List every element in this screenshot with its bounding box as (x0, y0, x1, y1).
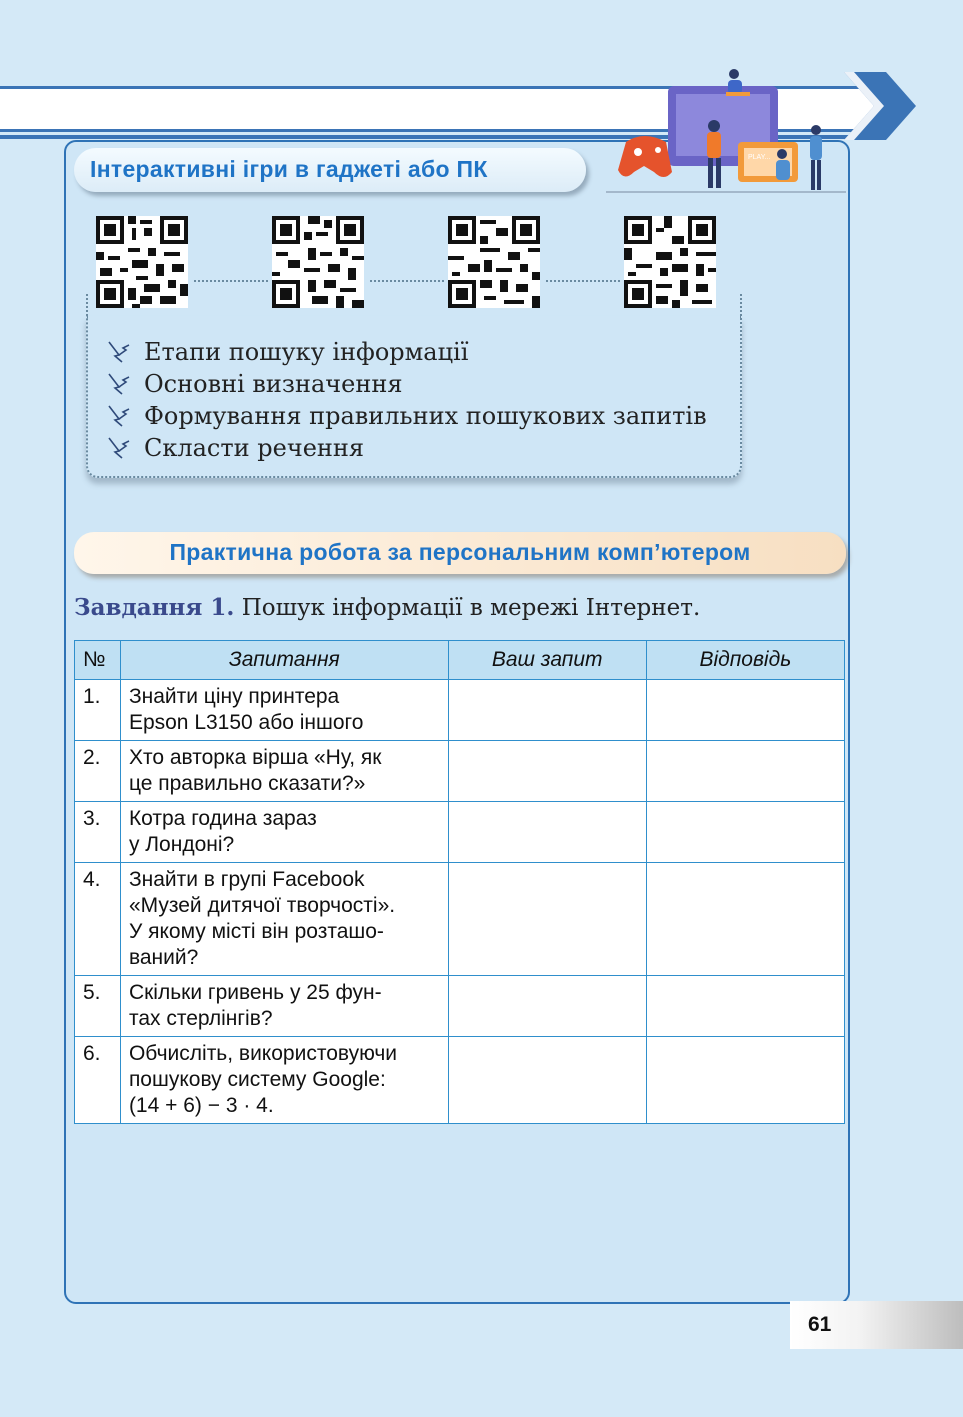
illustration-screen-text: PLAY... (748, 154, 771, 161)
row-question (120, 680, 448, 741)
row-number: 3. (75, 802, 121, 863)
practical-work-banner (74, 532, 846, 574)
qr-code-icon[interactable] (272, 216, 364, 308)
qr-code-icon[interactable] (624, 216, 716, 308)
row-number: 5. (75, 976, 121, 1037)
row-number: 1. (75, 680, 121, 741)
link-item[interactable] (106, 434, 364, 462)
chevron-right-icon (840, 68, 920, 144)
query-cell[interactable] (448, 976, 646, 1037)
link-label: Основні визначення (144, 370, 403, 398)
column-header-number: № (75, 641, 121, 680)
question-line: ваний? (128, 946, 199, 969)
answer-cell[interactable] (646, 680, 844, 741)
table-row (75, 741, 845, 802)
column-header-question: Запитання (120, 641, 448, 680)
task-heading (74, 594, 700, 621)
games-banner-title: Інтерактивні ігри в гаджеті або ПК (90, 156, 488, 182)
table-row (75, 1037, 845, 1124)
question-line: Хто авторка вірша «Ну, як (128, 746, 382, 769)
qr-code-icon[interactable] (448, 216, 540, 308)
practice-banner-title: Практична робота за персональним комп’ютером (169, 539, 751, 565)
page-number: 61 (808, 1313, 832, 1336)
question-line: У якому місті він розташо- (128, 920, 384, 943)
hand-pointer-icon (106, 435, 132, 461)
answer-cell[interactable] (646, 802, 844, 863)
question-line: це правильно сказати?» (128, 772, 366, 795)
question-line: (14 + 6) − 3 · 4. (128, 1094, 274, 1117)
qr-code-icon[interactable] (96, 216, 188, 308)
link-item[interactable] (106, 338, 468, 366)
task-label: Завдання 1. (74, 594, 235, 621)
hand-pointer-icon (106, 371, 132, 397)
qr-connector (194, 280, 268, 282)
row-number: 2. (75, 741, 121, 802)
qr-connector (546, 280, 620, 282)
game-links-box (86, 316, 742, 478)
query-cell[interactable] (448, 741, 646, 802)
row-question (120, 802, 448, 863)
question-line: тах стерлінгів? (128, 1007, 273, 1030)
row-question (120, 976, 448, 1037)
task-table (74, 640, 845, 1124)
interactive-games-banner (74, 148, 586, 192)
column-header-query: Ваш запит (448, 641, 646, 680)
query-cell[interactable] (448, 680, 646, 741)
answer-cell[interactable] (646, 741, 844, 802)
link-label: Етапи пошуку інформації (144, 338, 469, 366)
row-question (120, 1037, 448, 1124)
row-question (120, 863, 448, 976)
hand-pointer-icon (106, 339, 132, 365)
question-line: у Лондоні? (128, 833, 235, 856)
row-number: 6. (75, 1037, 121, 1124)
row-number: 4. (75, 863, 121, 976)
question-line: Знайти ціну принтера (128, 685, 340, 708)
table-row (75, 863, 845, 976)
query-cell[interactable] (448, 1037, 646, 1124)
qr-connector (370, 280, 444, 282)
table-row (75, 802, 845, 863)
question-line: Знайти в групі Facebook (128, 868, 365, 891)
table-header-row (75, 641, 845, 680)
question-line: Котра година зараз (128, 807, 317, 830)
question-line: Обчисліть, використовуючи (128, 1042, 398, 1065)
link-label: Формування правильних пошукових запитів (144, 402, 707, 430)
row-question (120, 741, 448, 802)
answer-cell[interactable] (646, 863, 844, 976)
link-label: Скласти речення (144, 434, 365, 462)
question-line: Epson L3150 або іншого (128, 711, 364, 734)
gaming-people-illustration (606, 66, 846, 196)
table-row (75, 976, 845, 1037)
table-row (75, 680, 845, 741)
answer-cell[interactable] (646, 976, 844, 1037)
link-item[interactable] (106, 370, 402, 398)
question-line: «Музей дитячої творчості». (128, 894, 396, 917)
query-cell[interactable] (448, 863, 646, 976)
question-line: пошукову систему Google: (128, 1068, 386, 1091)
task-text: Пошук інформації в мережі Інтернет. (241, 595, 701, 621)
hand-pointer-icon (106, 403, 132, 429)
answer-cell[interactable] (646, 1037, 844, 1124)
column-header-answer: Відповідь (646, 641, 844, 680)
question-line: Скільки гривень у 25 фун- (128, 981, 382, 1004)
link-item[interactable] (106, 402, 707, 430)
query-cell[interactable] (448, 802, 646, 863)
